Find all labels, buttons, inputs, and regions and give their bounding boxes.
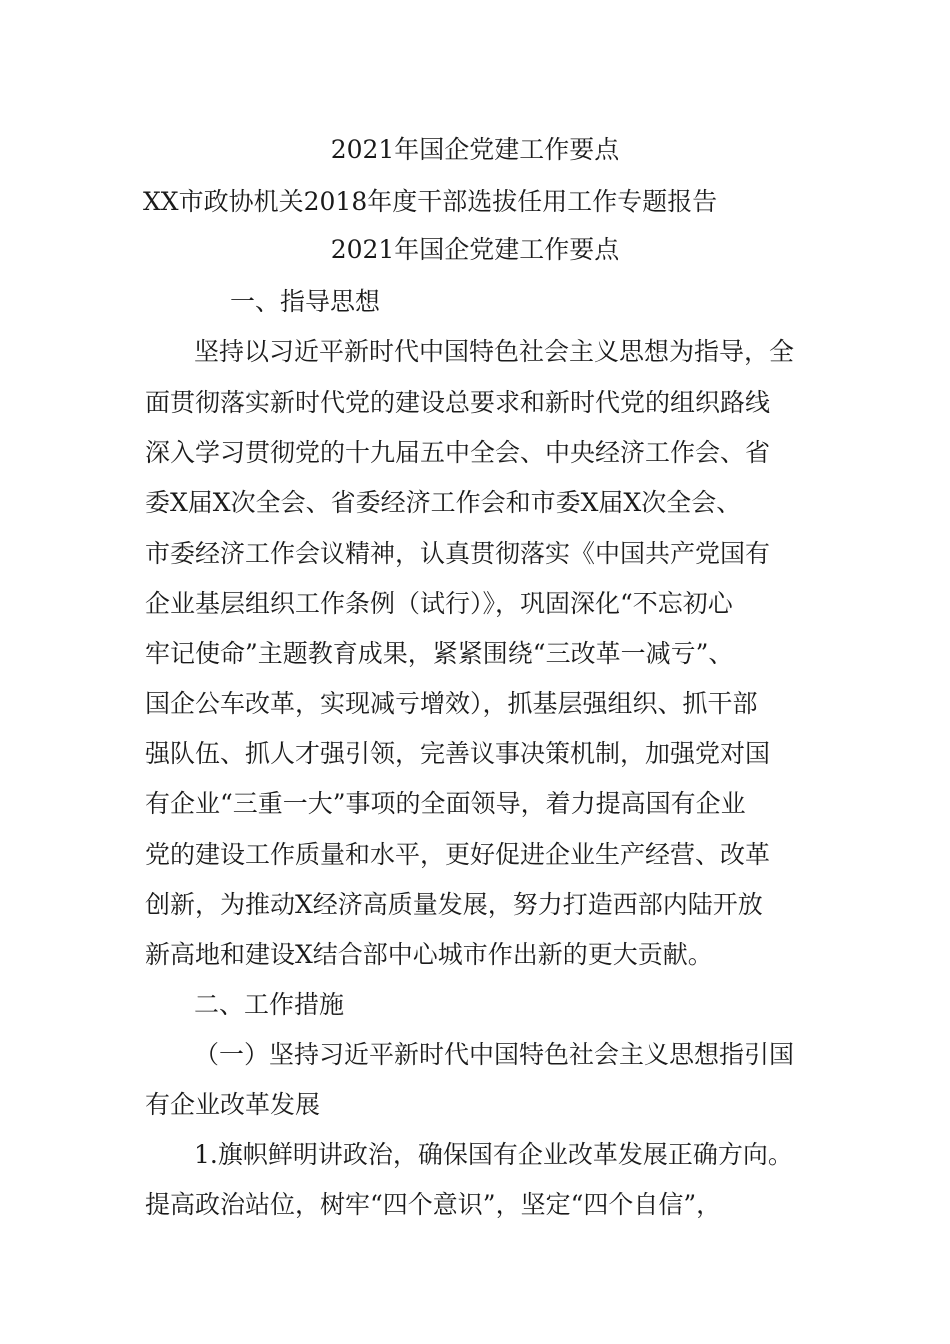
paragraph-line: 牢记使命”主题教育成果，紧紧围绕“三改革一减亏”、 — [145, 639, 734, 668]
paragraph-line: 有企业“三重一大”事项的全面领导，着力提高国有企业 — [145, 789, 746, 818]
paragraph-line: 市委经济工作会议精神，认真贯彻落实《中国共产党国有 — [145, 539, 771, 568]
paragraph-line: 坚持以习近平新时代中国特色社会主义思想为指导，全 — [194, 337, 795, 366]
paragraph-line: 国企公车改革，实现减亏增效），抓基层强组织、抓干部 — [145, 689, 758, 718]
paragraph-line: 创新，为推动X经济高质量发展，努力打造西部内陆开放 — [145, 890, 763, 919]
item-line: 提高政治站位，树牢“四个意识”，坚定“四个自信”， — [145, 1190, 722, 1219]
document-title: 2021年国企党建工作要点 — [330, 135, 620, 164]
section-heading-work-measures: 二、工作措施 — [194, 990, 345, 1019]
subsection-heading-line: 有企业改革发展 — [145, 1090, 321, 1119]
paragraph-line: 委X届X次全会、省委经济工作会和市委X届X次全会、 — [145, 488, 742, 517]
section-heading-guiding-ideology: 一、指导思想 — [230, 287, 381, 316]
paragraph-line: 新高地和建设X结合部中心城市作出新的更大贡献。 — [145, 940, 713, 969]
item-line: 1.旗帜鲜明讲政治，确保国有企业改革发展正确方向。 — [194, 1140, 793, 1169]
paragraph-line: 面贯彻落实新时代党的建设总要求和新时代党的组织路线 — [145, 388, 771, 417]
paragraph-line: 企业基层组织工作条例（试行）》，巩固深化“不忘初心 — [145, 589, 733, 618]
paragraph-line: 党的建设工作质量和水平，更好促进企业生产经营、改革 — [145, 840, 771, 869]
document-subtitle: XX市政协机关2018年度干部选拔任用工作专题报告 — [143, 187, 718, 216]
subsection-heading-line: （一）坚持习近平新时代中国特色社会主义思想指引国 — [194, 1040, 795, 1069]
paragraph-line: 深入学习贯彻党的十九届五中全会、中央经济工作会、省 — [145, 438, 771, 467]
paragraph-line: 强队伍、抓人才强引领，完善议事决策机制，加强党对国 — [145, 739, 771, 768]
document-title-repeat: 2021年国企党建工作要点 — [330, 235, 620, 264]
